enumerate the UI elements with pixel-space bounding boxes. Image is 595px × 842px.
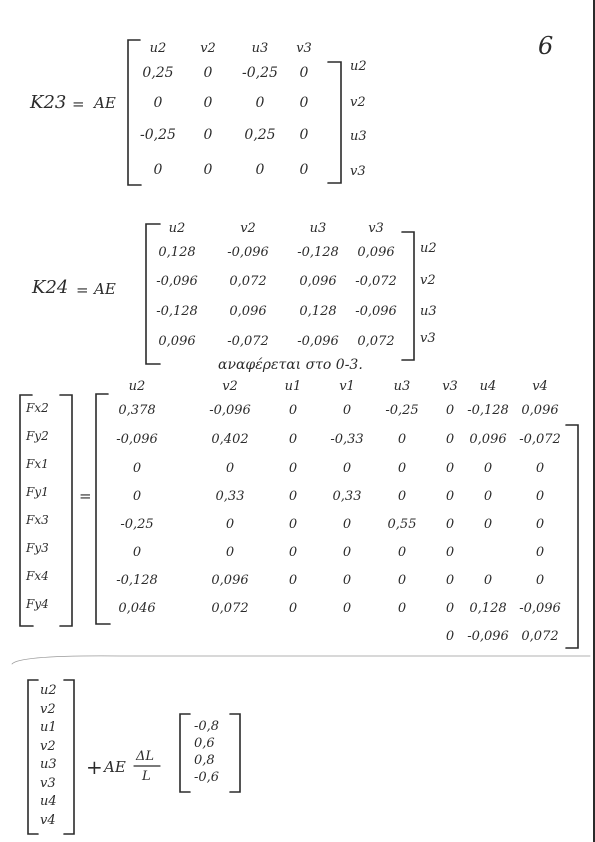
global-cell: 0 [445, 489, 455, 504]
k23-cell: 0 [203, 127, 213, 143]
global-cell: -0,096 [519, 601, 561, 616]
k24-cell: 0,072 [357, 334, 395, 349]
k24-cell: -0,128 [297, 245, 339, 260]
force-entry: Fx4 [26, 569, 49, 583]
k24-label: K24 [32, 277, 69, 298]
k23-cell: 0 [299, 65, 309, 81]
global-cell: 0 [342, 403, 352, 418]
displacement-entry: v2 [40, 701, 56, 717]
k23-cell: 0 [203, 65, 213, 81]
global-cell: 0,55 [387, 517, 417, 532]
k23-cell: -0,25 [242, 65, 278, 81]
global-cell: 0 [132, 461, 142, 476]
k24-col-header: v2 [240, 221, 256, 236]
displacement-entry: v3 [40, 775, 56, 791]
force-entry: Fy1 [26, 485, 49, 499]
global-cell: 0 [342, 461, 352, 476]
k23-cell: 0,25 [142, 65, 174, 81]
displacement-entry: v4 [40, 812, 56, 828]
k24-col-header: v3 [368, 221, 384, 236]
k24-row-label: u2 [420, 241, 437, 256]
k24-cell: 0,096 [357, 245, 395, 260]
global-cell: 0,072 [521, 629, 559, 644]
global-col-header: u4 [479, 379, 497, 394]
global-cell: 0 [288, 432, 298, 447]
k24-cell: 0,128 [299, 304, 337, 319]
global-cell: 0 [342, 517, 352, 532]
global-cell: 0 [483, 573, 493, 588]
k24-col-header: u3 [309, 221, 327, 236]
k24-cell: -0,096 [156, 274, 198, 289]
global-cell: -0,096 [116, 432, 158, 447]
k24-cell: 0,128 [158, 245, 196, 260]
k23-cell: -0,25 [140, 127, 176, 143]
global-cell: -0,25 [120, 517, 154, 532]
displacement-entry: u4 [40, 794, 57, 809]
global-cell: 0,096 [469, 432, 507, 447]
k24-cell: -0,096 [227, 245, 269, 260]
load-entry: 0,6 [194, 736, 215, 751]
k24-cell: -0,096 [355, 304, 397, 319]
force-entry: Fy4 [26, 597, 49, 611]
global-col-header: v2 [222, 379, 238, 394]
global-cell: 0 [342, 545, 352, 560]
global-cell: 0,072 [211, 601, 249, 616]
k24-factor: AE [94, 280, 116, 298]
k23-cell: 0 [153, 95, 163, 111]
global-cell: 0 [288, 403, 298, 418]
k24-row-label: v2 [420, 273, 436, 288]
displacement-entry: u1 [40, 720, 57, 735]
k24-equals: = [76, 281, 89, 299]
load-entry: -0,6 [194, 770, 220, 785]
k23-col-header: v2 [200, 41, 216, 56]
global-cell: 0 [397, 545, 407, 560]
global-equals: = [79, 487, 92, 505]
global-cell: 0,378 [118, 403, 156, 418]
global-cell: 0 [483, 461, 493, 476]
k23-equals: = [72, 95, 85, 113]
force-entry: Fy2 [26, 429, 49, 443]
global-cell: 0 [225, 545, 235, 560]
displacement-entry: u2 [40, 683, 57, 698]
global-cell: 0 [342, 573, 352, 588]
force-entry: Fx2 [26, 401, 49, 415]
load-entry: -0,8 [194, 719, 220, 734]
k23-cell: 0,25 [244, 127, 276, 143]
k23-cell: 0 [299, 162, 309, 178]
displacement-entry: u3 [40, 757, 57, 772]
global-cell: 0 [288, 545, 298, 560]
global-cell: 0 [535, 573, 545, 588]
global-cell: 0 [445, 403, 455, 418]
global-cell: 0 [397, 461, 407, 476]
global-cell: 0 [445, 545, 455, 560]
global-cell: 0 [288, 573, 298, 588]
global-col-header: u3 [393, 379, 411, 394]
k23-row-label: u3 [350, 129, 367, 144]
k24-note: αναφέρεται στο 0-3. [218, 357, 363, 373]
global-cell: 0 [483, 489, 493, 504]
global-cell: 0 [397, 601, 407, 616]
global-col-header: u2 [128, 379, 146, 394]
global-cell: 0 [535, 489, 545, 504]
global-cell: 0,096 [211, 573, 249, 588]
k23-cell: 0 [299, 95, 309, 111]
k23-col-header: u3 [251, 41, 269, 56]
global-cell: 0 [288, 601, 298, 616]
load-entry: 0,8 [194, 753, 215, 768]
global-cell: 0 [445, 573, 455, 588]
k24-cell: -0,096 [297, 334, 339, 349]
k24-cell: -0,128 [156, 304, 198, 319]
global-cell: 0 [445, 461, 455, 476]
k23-factor: AE [94, 94, 116, 112]
k23-cell: 0 [255, 162, 265, 178]
k23-row-label: v2 [350, 95, 366, 110]
global-cell: -0,128 [116, 573, 158, 588]
k24-row-label: u3 [420, 304, 437, 319]
global-cell: 0 [225, 517, 235, 532]
global-cell: 0 [445, 517, 455, 532]
global-cell: 0 [445, 601, 455, 616]
k23-row-label: v3 [350, 164, 366, 179]
global-col-header: v3 [442, 379, 458, 394]
k23-cell: 0 [299, 127, 309, 143]
global-cell: 0 [397, 432, 407, 447]
global-cell: 0,096 [521, 403, 559, 418]
global-col-header: v4 [532, 379, 548, 394]
force-entry: Fx3 [26, 513, 49, 527]
global-cell: 0 [342, 601, 352, 616]
global-cell: 0 [535, 545, 545, 560]
plus-sign: + [86, 755, 103, 779]
global-cell: -0,128 [467, 403, 509, 418]
fraction-numerator: ΔL [136, 749, 155, 764]
k24-col-header: u2 [168, 221, 186, 236]
page-number: 6 [538, 32, 554, 60]
global-cell: 0 [225, 461, 235, 476]
global-cell: 0,046 [118, 601, 156, 616]
k24-row-label: v3 [420, 331, 436, 346]
k24-cell: -0,072 [355, 274, 397, 289]
global-cell: -0,096 [209, 403, 251, 418]
k23-row-label: u2 [350, 59, 367, 74]
k24-cell: 0,096 [299, 274, 337, 289]
global-cell: 0 [397, 573, 407, 588]
global-cell: 0 [397, 489, 407, 504]
k23-cell: 0 [203, 95, 213, 111]
k23-col-header: v3 [296, 41, 312, 56]
global-cell: 0,128 [469, 601, 507, 616]
k24-cell: 0,072 [229, 274, 267, 289]
global-cell: -0,33 [330, 432, 364, 447]
global-col-header: u1 [284, 379, 302, 394]
global-cell: 0 [535, 517, 545, 532]
global-cell: -0,072 [519, 432, 561, 447]
k24-cell: 0,096 [158, 334, 196, 349]
global-cell: 0,33 [332, 489, 362, 504]
global-cell: 0 [445, 432, 455, 447]
global-cell: 0 [132, 489, 142, 504]
k23-cell: 0 [255, 95, 265, 111]
k24-cell: -0,072 [227, 334, 269, 349]
k23-cell: 0 [203, 162, 213, 178]
displacement-entry: v2 [40, 738, 56, 754]
global-cell: 0 [288, 489, 298, 504]
global-col-header: v1 [339, 379, 355, 394]
force-entry: Fx1 [26, 457, 49, 471]
cont-factor: AE [104, 758, 126, 776]
k23-cell: 0 [153, 162, 163, 178]
global-cell: -0,096 [467, 629, 509, 644]
k24-cell: 0,096 [229, 304, 267, 319]
force-entry: Fy3 [26, 541, 49, 555]
global-cell: 0 [535, 461, 545, 476]
global-cell: 0 [483, 517, 493, 532]
k23-col-header: u2 [149, 41, 167, 56]
global-cell: 0 [132, 545, 142, 560]
global-cell: 0 [445, 629, 455, 644]
global-cell: 0,33 [215, 489, 245, 504]
global-cell: 0 [288, 517, 298, 532]
global-cell: 0,402 [211, 432, 249, 447]
global-cell: 0 [288, 461, 298, 476]
global-cell: -0,25 [385, 403, 419, 418]
k23-label: K23 [30, 92, 67, 113]
fraction-denominator: L [142, 769, 151, 784]
